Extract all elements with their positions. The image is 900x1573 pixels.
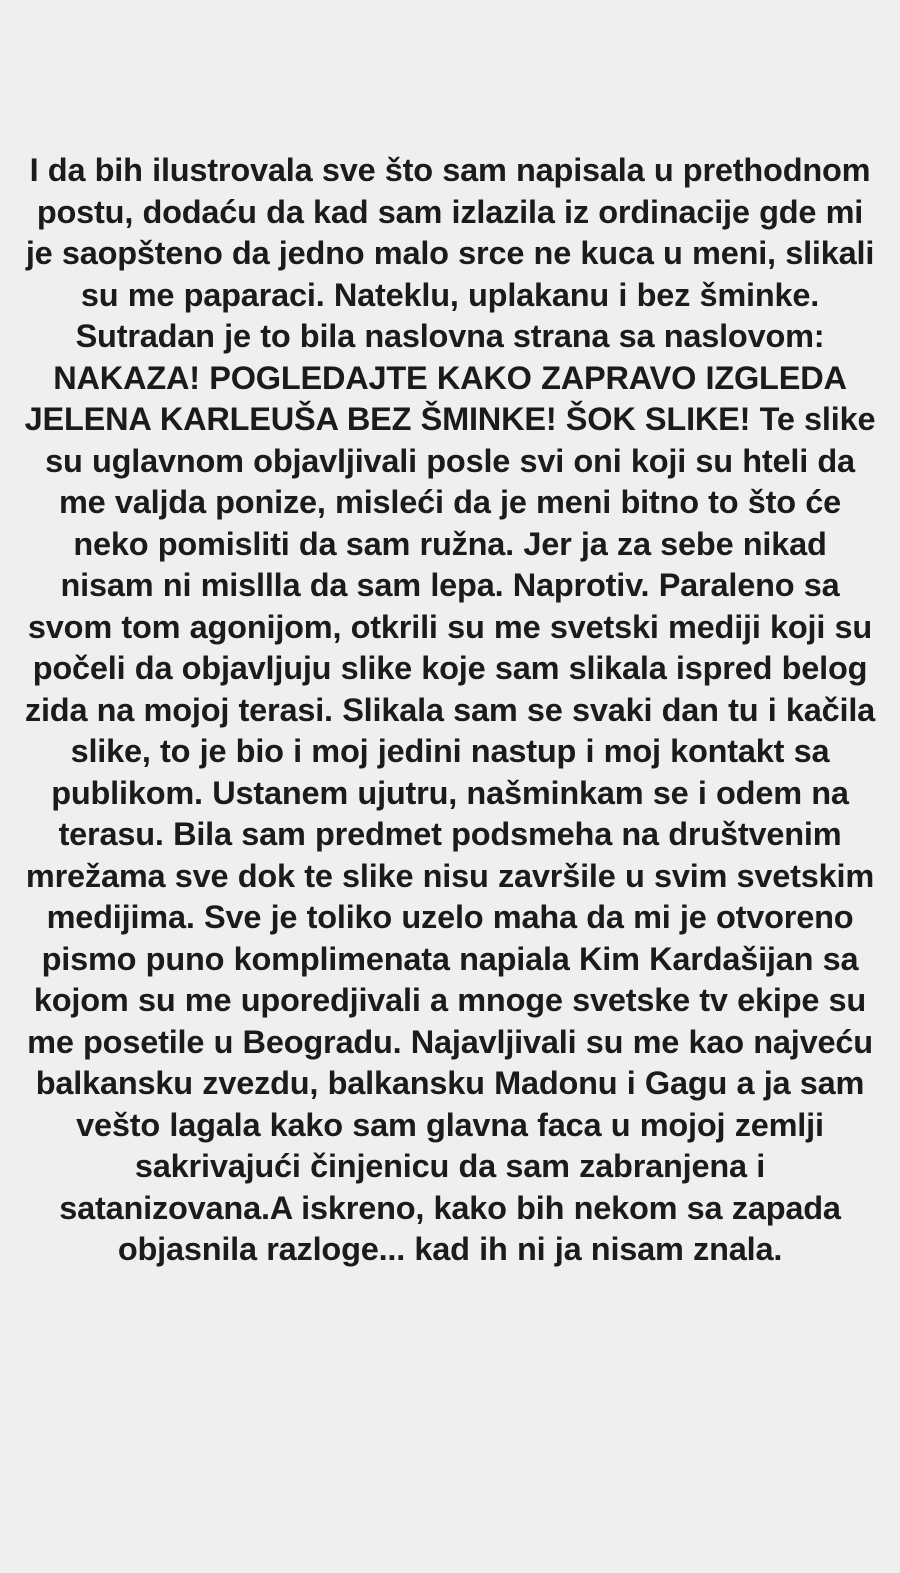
story-paragraph: I da bih ilustrovala sve što sam napisala u prethodnom postu, dodaću da kad sam izlazila iz ordinacije gde mi je saopšteno da jedno malo srce ne kuca u meni, slikali su me paparaci. Nateklu, uplakanu i bez šminke. Sutradan je to bila naslovna strana sa naslovom: NAKAZA! POGLEDAJTE KAKO ZAPRAVO IZGLEDA JELENA KARLEUŠA BEZ ŠMINKE! ŠOK SLIKE! Te slike su uglavnom objavljivali posle svi oni koji su hteli da me valjda ponize, misleći da je meni bitno to što će neko pomisliti da sam ružna. Jer ja za sebe nikad nisam ni misllla da sam lepa. Naprotiv. Paraleno sa svom tom agonijom, otkrili su me svetski mediji koji su počeli da objavljuju slike koje sam slikala ispred belog zida na mojoj terasi. Slikala sam se svaki dan tu i kačila slike, to je bio i moj jedini nastup i moj kontakt sa publikom. Ustanem ujutru, našminkam se i odem na terasu. Bila sam predmet podsmeha na društvenim mrežama sve dok te slike nisu završile u svim svetskim medijima. Sve je toliko uzelo maha da mi je otvoreno pismo puno komplimenata napiala Kim Kardašijan sa kojom su me uporedjivali a mnoge svetske tv ekipe su me posetile u Beogradu. Najavljivali su me kao najveću balkansku zvezdu, balkansku Madonu i Gagu a ja sam vešto lagala kako sam glavna faca u mojoj zemlji sakrivajući činjenicu da sam zabranjena i satanizovana.A iskreno, kako bih nekom sa zapada objasnila razloge... kad ih ni ja nisam znala. — [24, 152, 876, 1267]
story-text-block — [24, 150, 876, 1271]
